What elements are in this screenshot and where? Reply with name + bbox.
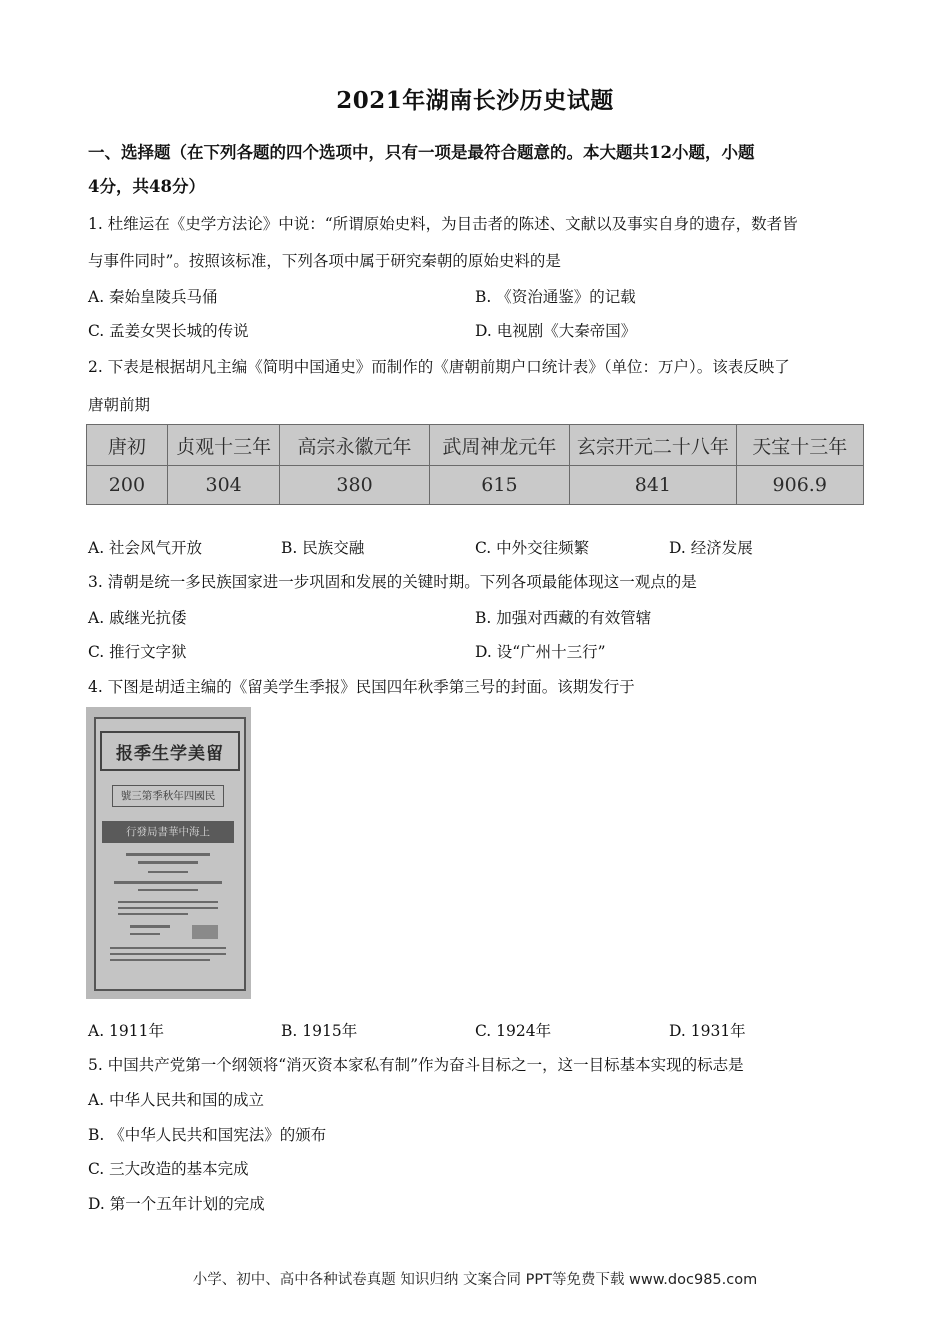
q3-stem-line1: 3. 清朝是统一多民族国家进一步巩固和发展的关键时期。下列各项最能体现这一观点的是 — [88, 573, 697, 591]
section-heading-line2: 4分，共48分） — [88, 177, 205, 196]
table-header-row — [87, 425, 864, 466]
q5-option-d: D. 第一个五年计划的完成 — [88, 1195, 265, 1213]
table-value-row — [87, 466, 864, 505]
q4-option-c: C. 1924年 — [475, 1022, 552, 1040]
table-value-cell: 906.9 — [736, 466, 863, 505]
table-value-cell: 304 — [167, 466, 280, 505]
q1-stem-line1: 1. 杜维运在《史学方法论》中说：“所谓原始史料，为目击者的陈述、文献以及事实自身的遗存，数者皆 — [88, 215, 798, 233]
q5-option-b: B. 《中华人民共和国宪法》的颁布 — [88, 1126, 327, 1144]
q4-stem-line1: 4. 下图是胡适主编的《留美学生季报》民国四年秋季第三号的封面。该期发行于 — [88, 678, 635, 696]
q1-option-a: A. 秦始皇陵兵马俑 — [88, 288, 218, 306]
q2-stem-line2: 唐朝前期 — [88, 396, 151, 414]
table-header-cell: 贞观十三年 — [167, 425, 280, 466]
q3-option-c: C. 推行文字狱 — [88, 643, 187, 661]
q1-option-d: D. 电视剧《大秦帝国》 — [475, 322, 637, 340]
table-header-cell: 玄宗开元二十八年 — [570, 425, 736, 466]
section-heading — [88, 136, 873, 204]
q1-stem-line2: 与事件同时”。按照该标准，下列各项中属于研究秦朝的原始史料的是 — [88, 252, 561, 270]
table-header-cell: 天宝十三年 — [736, 425, 863, 466]
household-statistics-table — [86, 424, 864, 505]
q4-option-d: D. 1931年 — [669, 1022, 746, 1040]
cover-masthead: 报季生学美留 — [100, 731, 240, 771]
cover-issue-line: 號三第季秋年四國民 — [112, 785, 224, 807]
q2-option-c: C. 中外交往频繁 — [475, 539, 590, 557]
magazine-cover-image — [86, 707, 251, 999]
q1-option-c: C. 孟姜女哭长城的传说 — [88, 322, 249, 340]
table-value-cell: 200 — [87, 466, 168, 505]
q2-stem-line1: 2. 下表是根据胡凡主编《简明中国通史》而制作的《唐朝前期户口统计表》（单位：万户）。该表反映了 — [88, 358, 790, 376]
page-title: 2021年湖南长沙历史试题 — [336, 87, 614, 114]
q5-option-a: A. 中华人民共和国的成立 — [88, 1091, 265, 1109]
q2-option-d: D. 经济发展 — [669, 539, 753, 557]
q2-option-b: B. 民族交融 — [281, 539, 365, 557]
q3-option-a: A. 戚继光抗倭 — [88, 609, 187, 627]
table-value-cell: 615 — [429, 466, 570, 505]
page-footer: 小学、初中、高中各种试卷真题 知识归纳 文案合同 PPT等免费下载 www.doc985.com — [192, 1272, 758, 1288]
q4-option-b: B. 1915年 — [281, 1022, 358, 1040]
table-value-cell: 380 — [280, 466, 429, 505]
q2-option-a: A. 社会风气开放 — [88, 539, 203, 557]
q1-option-b: B. 《资治通鉴》的记载 — [475, 288, 636, 306]
q3-option-b: B. 加强对西藏的有效管辖 — [475, 609, 652, 627]
cover-english-text-block — [108, 853, 228, 963]
q5-option-c: C. 三大改造的基本完成 — [88, 1160, 249, 1178]
q4-option-a: A. 1911年 — [88, 1022, 164, 1040]
table-value-cell: 841 — [570, 466, 736, 505]
table-header-cell: 武周神龙元年 — [429, 425, 570, 466]
table-header-cell: 高宗永徽元年 — [280, 425, 429, 466]
section-heading-line1: 一、选择题（在下列各题的四个选项中，只有一项是最符合题意的。本大题共12小题，小题 — [88, 143, 755, 162]
table-header-cell: 唐初 — [87, 425, 168, 466]
q3-option-d: D. 设“广州十三行” — [475, 643, 606, 661]
cover-publisher-line: 行發局書華中海上 — [102, 821, 234, 843]
q5-stem-line1: 5. 中国共产党第一个纲领将“消灭资本家私有制”作为奋斗目标之一，这一目标基本实现的标志是 — [88, 1056, 744, 1074]
